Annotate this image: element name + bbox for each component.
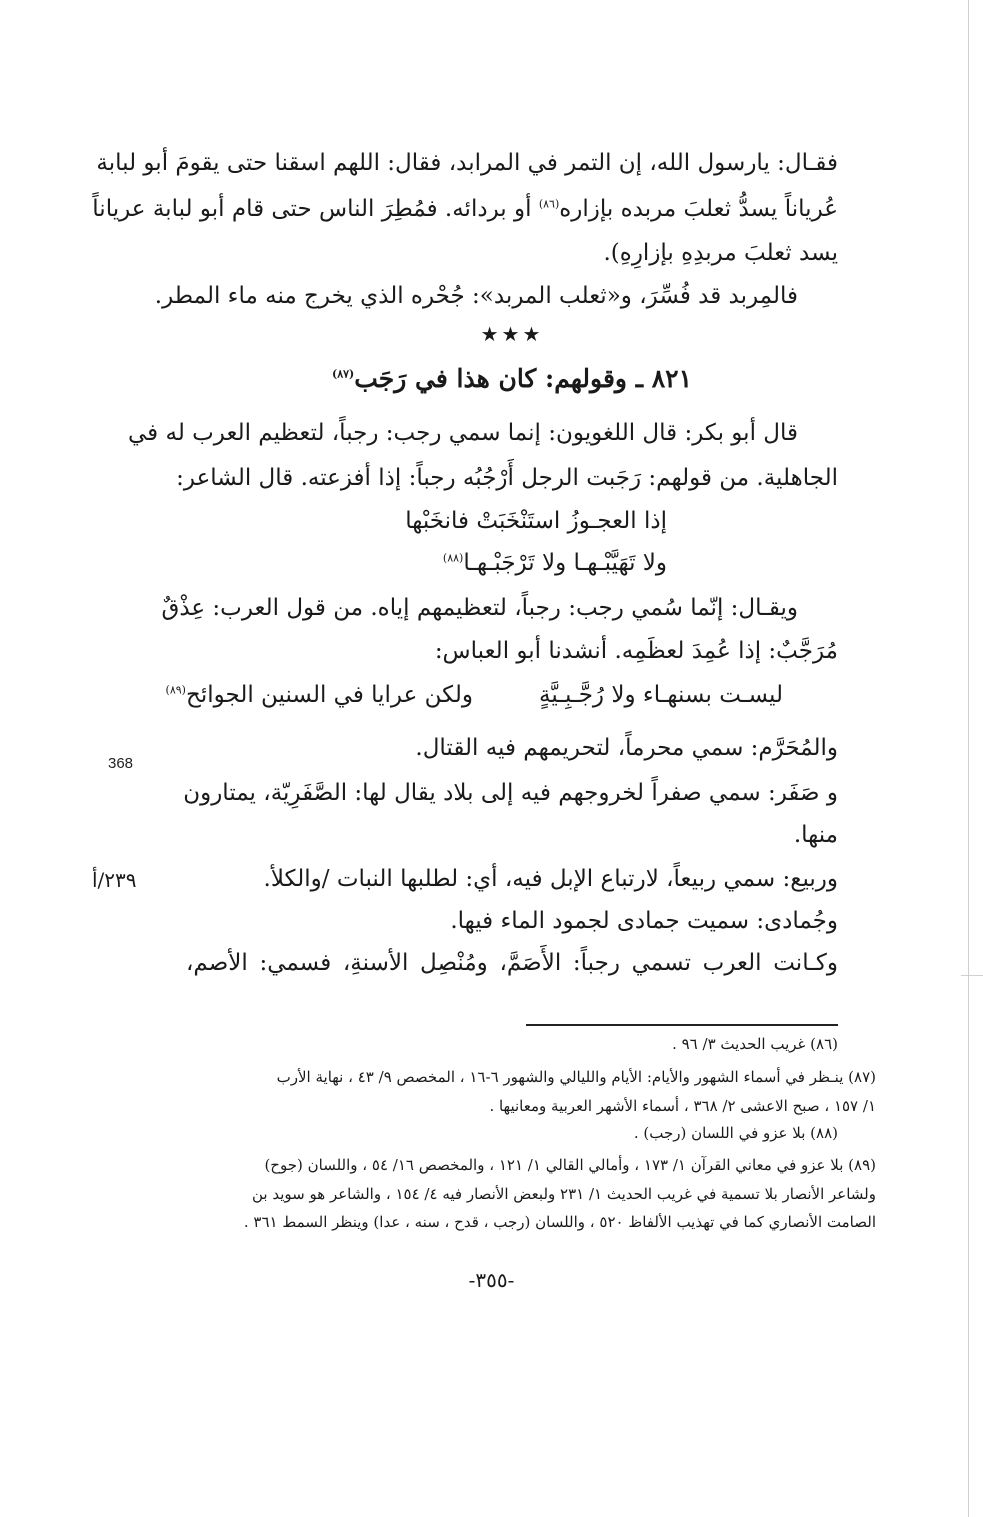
verse-hemistich-right: ليسـت بسنهـاء ولا رُجَّـبِـيَّةٍ xyxy=(539,682,783,708)
body-line: وكـانت العرب تسمي رجباً: الأَصَمَّ، ومُنْصِل الأسنةِ، فسمي: الأصم، xyxy=(186,950,838,976)
body-line: وربيع: سمي ربيعاً، لارتباع الإبل فيه، أي: لطلبها النبات /والكلأ. xyxy=(263,866,838,892)
footnote-marker: (٨٧) xyxy=(331,367,355,381)
footnote: (٨٧) ينـظر في أسماء الشهور والأيام: الأيام والليالي والشهور ٦-١٦ ، المخصص ٩/ ٤٣ ، نهاية الأرب xyxy=(276,1068,876,1086)
body-line: وجُمادى: سميت جمادى لجمود الماء فيها. xyxy=(450,908,838,934)
footnote-rule xyxy=(526,1024,838,1026)
body-line: ويقـال: إنّما سُمي رجب: رجباً، لتعظيمهم إياه. من قول العرب: عِذْقٌ xyxy=(161,595,798,621)
footnote: ولشاعر الأنصار بلا تسمية في غريب الحديث ١/ ٢٣١ ولبعض الأنصار فيه ٤/ ١٥٤ ، والشاعر هو سويد بن xyxy=(252,1185,876,1203)
footnote-marker: (٨٨) xyxy=(442,551,464,565)
footnote: (٨٩) بلا عزو في معاني القرآن ١/ ١٧٣ ، وأمالي القالي ١/ ١٢١ ، والمخصص ١٦/ ٥٤ ، واللسان (جوح) xyxy=(264,1156,876,1174)
page-number: -٣٥٥- xyxy=(468,1268,515,1292)
footnote: ١/ ١٥٧ ، صبح الاعشى ٢/ ٣٦٨ ، أسماء الأشهر العربية ومعانيها . xyxy=(489,1097,876,1115)
footnote-marker: (٨٩) xyxy=(165,683,186,697)
heading-text: ٨٢١ ـ وقولهم: كان هذا في رَجَب xyxy=(354,364,693,393)
body-line xyxy=(92,196,838,222)
body-line: فالمِربد قد فُسِّرَ، و«ثعلب المربد»: جُحْره الذي يخرج منه ماء المطر. xyxy=(154,283,798,309)
verse-hemistich-left xyxy=(166,682,473,708)
body-text: عُرياناً يسدُّ ثعلبَ مربده بإزاره xyxy=(559,196,838,222)
body-line: فقـال: يارسول الله، إن التمر في المرابد، فقال: اللهم اسقنا حتى يقومَ أبو لبابة xyxy=(96,150,838,176)
scan-mark xyxy=(961,975,983,976)
verse-line xyxy=(443,550,667,576)
body-line: الجاهلية. من قولهم: رَجَبت الرجل أَرْجُبُه رجباً: إذا أفزعته. قال الشاعر: xyxy=(176,465,838,491)
body-line: قال أبو بكر: قال اللغويون: إنما سمي رجب: رجباً، لتعظيم العرب له في xyxy=(128,420,798,446)
body-line: مُرَجَّبٌ: إذا عُمِدَ لعظَمِه. أنشدنا أبو العباس: xyxy=(434,638,838,664)
margin-page-number: 368 xyxy=(108,755,134,772)
section-heading xyxy=(186,364,838,393)
margin-folio-reference: ٢٣٩/أ xyxy=(92,868,137,892)
verse-line: إذا العجـوزُ استَنْخَبَتْ فانخَبْها xyxy=(405,508,667,534)
section-separator: ★★★ xyxy=(480,322,544,346)
body-line: والمُحَرَّم: سمي محرماً، لتحريمهم فيه القتال. xyxy=(415,735,838,761)
footnote: (٨٦) غريب الحديث ٣/ ٩٦ . xyxy=(672,1035,838,1053)
footnote: الصامت الأنصاري كما في تهذيب الألفاظ ٥٢٠ ، واللسان (رجب ، قدح ، سنه ، عدا) وينظر السمط ٣٦١ . xyxy=(243,1213,876,1231)
verse-text: ولكن عرايا في السنين الجوائح xyxy=(185,682,473,708)
footnote: (٨٨) بلا عزو في اللسان (رجب) . xyxy=(633,1124,838,1142)
verse-text: ولا تَهَيَّبْـهـا ولا تَرْجَبْـهـا xyxy=(463,550,667,576)
body-line: و صَفَر: سمي صفراً لخروجهم فيه إلى بلاد يقال لها: الصَّفَرِيّة، يمتارون xyxy=(183,780,838,806)
body-line: يسد ثعلبَ مربدِهِ بإزارِهِ). xyxy=(603,240,838,266)
body-line: منها. xyxy=(793,822,838,848)
footnote-marker: (٨٦) xyxy=(538,197,560,211)
body-text: أو بردائه. فمُطِرَ الناس حتى قام أبو لبابة عرياناً xyxy=(92,196,539,222)
